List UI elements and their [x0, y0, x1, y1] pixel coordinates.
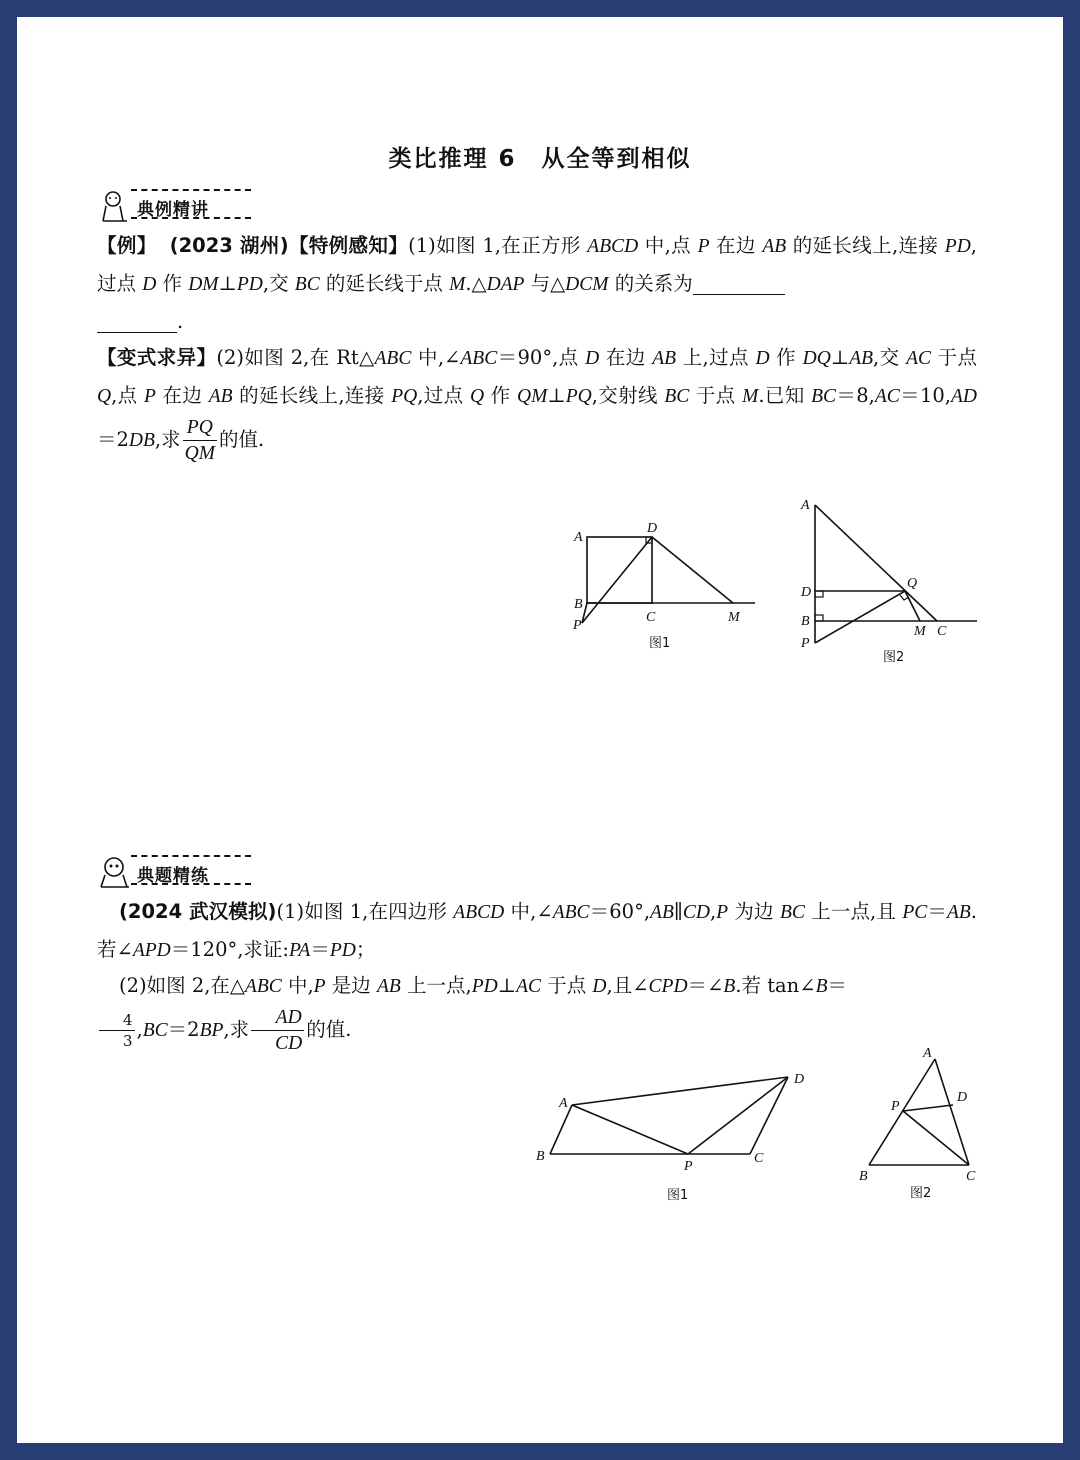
fraction-ad-cd: $\frac{AD}{CD}$ [251, 1005, 304, 1056]
part2-tag: 【变式求异】 [97, 346, 217, 369]
svg-text:D: D [794, 1072, 805, 1087]
svg-text:B: B [801, 614, 810, 629]
fig-caption: 图2 [883, 650, 905, 665]
example-paragraph-1: 【例】 (2023 湖州)【特例感知】(1)如图 1,在正方形 ABCD 中,点 P 在边 AB 的延长线上,连接 PD,过点 D 作 DM⊥PD,交 BC 的延长线于点 M.△DAP 与△DCM 的关系为 . [97, 234, 977, 333]
svg-text:C: C [754, 1151, 764, 1166]
svg-text:P: P [801, 636, 810, 651]
page [17, 17, 1063, 1443]
practice-paragraph-2: (2)如图 2,在△ABC 中,P 是边 AB 上一点,PD⊥AC 于点 D,且∠CPD＝∠B.若 tan∠B＝ $\frac{4}{3}$ ,BC＝2BP,求 $\frac{AD}{CD}$ 的值. [97, 967, 977, 1056]
svg-text:C: C [646, 610, 656, 625]
svg-text:Q: Q [907, 576, 918, 591]
practice-figure-1 [532, 1067, 822, 1207]
svg-text:B: B [859, 1169, 868, 1184]
answer-blank[interactable] [693, 272, 785, 295]
svg-text:P: P [684, 1159, 693, 1174]
svg-text:B: B [574, 597, 583, 612]
page-title: 类比推理 6 从全等到相似 [388, 146, 692, 172]
square-abcd [587, 537, 652, 603]
svg-text:D: D [647, 521, 658, 536]
svg-text:M: M [728, 610, 740, 625]
practice-paragraph-1: (2024 武汉模拟)(1)如图 1,在四边形 ABCD 中,∠ABC＝60°,AB∥CD,P 为边 BC 上一点,且 PC＝AB.若∠APD＝120°,求证:PA＝PD； [97, 900, 977, 961]
svg-text:P: P [573, 618, 582, 633]
svg-text:D: D [801, 585, 812, 600]
example-figure-1 [565, 517, 765, 657]
part1-tag: 【特例感知】 [288, 234, 409, 257]
section-badge-practice [97, 855, 277, 889]
svg-text:D: D [957, 1090, 968, 1105]
fig-caption: 图1 [649, 636, 671, 651]
section-badge-example [97, 189, 277, 223]
svg-text:A: A [923, 1047, 932, 1061]
example-tag: 【例】 [97, 234, 157, 257]
fig-caption: 图2 [910, 1186, 932, 1201]
svg-text:C: C [937, 624, 947, 639]
svg-text:C: C [966, 1169, 976, 1184]
svg-text:M: M [914, 624, 926, 639]
fraction-4-3: $\frac{4}{3}$ [99, 1010, 135, 1051]
fig-caption: 图1 [667, 1188, 689, 1203]
answer-blank-continued[interactable] [97, 310, 177, 333]
fraction-pq-qm: $\frac{PQ}{QM}$ [184, 417, 215, 464]
badge-label: 典例精讲 [137, 200, 209, 220]
mascot-icon [97, 189, 133, 223]
example-source: (2023 湖州) [169, 234, 289, 257]
example-paragraph-2: 【变式求异】(2)如图 2,在 Rt△ABC 中,∠ABC＝90°,点 D 在边 AB 上,过点 D 作 DQ⊥AB,交 AC 于点 Q,点 P 在边 AB 的延长线上,连接 PQ,过点 Q 作 QM⊥PQ,交射线 BC 于点 M.已知 BC＝8,AC＝10,AD＝2DB,求 $\frac{PQ}{QM}$ 的值. [97, 346, 977, 464]
badge-label: 典题精练 [137, 866, 209, 886]
practice-source: (2024 武汉模拟) [119, 900, 277, 923]
svg-text:A: A [801, 498, 810, 513]
practice-figure-2 [847, 1047, 1007, 1207]
svg-text:B: B [536, 1149, 545, 1164]
svg-text:P: P [891, 1099, 900, 1114]
svg-text:A: A [559, 1096, 568, 1111]
mascot-icon [97, 855, 133, 889]
example-figure-2 [797, 495, 987, 665]
svg-text:A: A [574, 530, 583, 545]
